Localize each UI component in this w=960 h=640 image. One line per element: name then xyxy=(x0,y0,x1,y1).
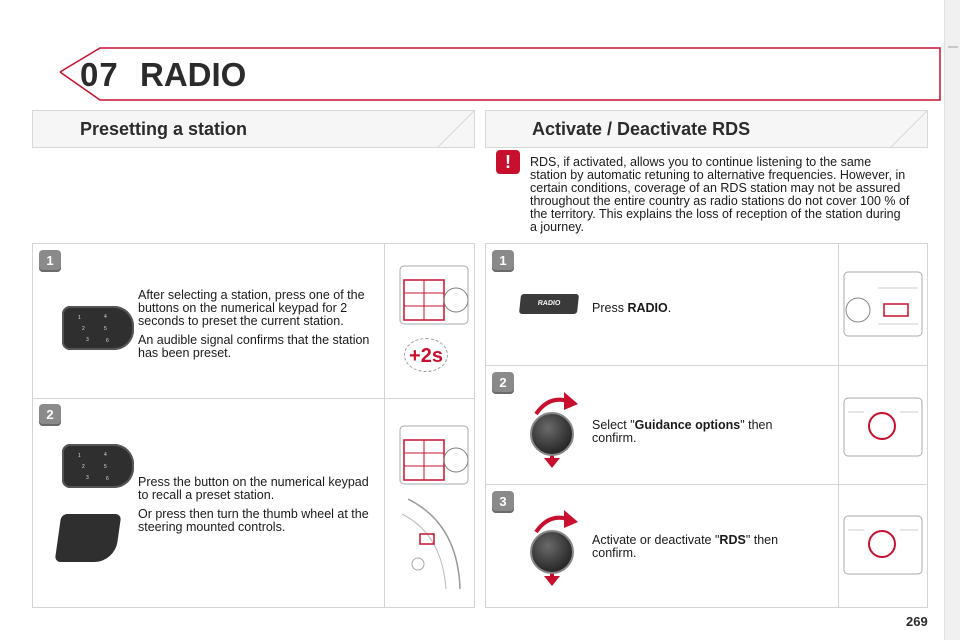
right-step3-prefix: Activate or deactivate " xyxy=(592,533,720,547)
left-section-title: Presetting a station xyxy=(80,119,248,139)
chapter-header xyxy=(60,48,940,102)
left-step2-para1: Press the button on the numerical keypad to recall a preset station. xyxy=(138,475,369,502)
right-step2-text xyxy=(592,419,792,445)
left-step2-para2: Or press then turn the thumb wheel at the steering mounted controls. xyxy=(138,507,369,534)
right-step1-bold: RADIO xyxy=(627,301,668,315)
keypad-image-2 xyxy=(62,444,134,488)
right-section-title: Activate / Deactivate RDS xyxy=(532,119,751,139)
left-step2-badge: 2 xyxy=(39,404,61,426)
radio-button-image: RADIO xyxy=(519,294,579,314)
key-5: 5 xyxy=(104,326,107,332)
right-step1-suffix: . xyxy=(667,301,672,315)
hold-2s-badge: +2s xyxy=(404,338,448,372)
left-step1-para2: An audible signal confirms that the station has been preset. xyxy=(138,333,370,360)
warning-icon: ! xyxy=(496,150,520,174)
left-panel-divider xyxy=(384,243,385,608)
knob-console-illustration xyxy=(842,394,924,460)
right-step2-suffix: " then confirm. xyxy=(592,418,773,445)
right-step3-suffix: " then confirm. xyxy=(592,533,779,560)
right-step3-bold: RDS xyxy=(719,533,746,547)
right-step2-badge: 2 xyxy=(492,372,514,394)
rds-warning-text: RDS, if activated, allows you to continue listening to the same station by automatic retuning to alternative frequencies. However, in certain conditions, coverage of an RDS station may not be assured throughout the entire country as radio stations do not cover 100 % of the territory. This explains the loss of reception of the station during a journey. xyxy=(530,155,910,234)
key-6: 6 xyxy=(106,476,109,482)
chapter-number: 07 xyxy=(80,56,119,93)
radio-panel-illustration-2 xyxy=(398,422,470,488)
key-4: 4 xyxy=(104,452,107,458)
right-step2-bold: Guidance options xyxy=(634,418,741,432)
left-step1-para1: After selecting a station, press one of the buttons on the numerical keypad for 2 seconds to preset the current station. xyxy=(138,288,365,328)
key-5: 5 xyxy=(104,464,107,470)
keypad-image xyxy=(62,306,134,350)
radio-panel-illustration xyxy=(398,262,470,328)
control-knob-2 xyxy=(530,530,574,574)
page-edge-strip xyxy=(944,0,960,640)
control-knob xyxy=(530,412,574,456)
left-step-separator xyxy=(32,398,475,399)
key-1: 1 xyxy=(78,315,81,321)
right-step3-text xyxy=(592,534,802,560)
key-1: 1 xyxy=(78,453,81,459)
radio-console-illustration xyxy=(842,268,924,340)
right-panel-divider xyxy=(838,243,839,608)
right-step3-badge: 3 xyxy=(492,491,514,513)
left-step2-text xyxy=(138,476,370,540)
right-step1-text xyxy=(592,302,822,315)
key-3: 3 xyxy=(86,337,89,343)
right-step-separator-2 xyxy=(485,484,928,485)
key-6: 6 xyxy=(106,338,109,344)
steering-wheel-illustration xyxy=(398,494,470,594)
left-step1-text xyxy=(138,289,370,366)
right-step1-badge: 1 xyxy=(492,250,514,272)
key-4: 4 xyxy=(104,314,107,320)
key-2: 2 xyxy=(82,464,85,470)
knob-console-illustration-2 xyxy=(842,512,924,578)
right-step1-prefix: Press xyxy=(592,301,628,315)
left-step1-badge: 1 xyxy=(39,250,61,272)
right-step2-prefix: Select " xyxy=(592,418,635,432)
key-2: 2 xyxy=(82,326,85,332)
right-step-separator-1 xyxy=(485,365,928,366)
page-number: 269 xyxy=(906,614,928,629)
chapter-title: RADIO xyxy=(140,56,247,93)
key-3: 3 xyxy=(86,475,89,481)
